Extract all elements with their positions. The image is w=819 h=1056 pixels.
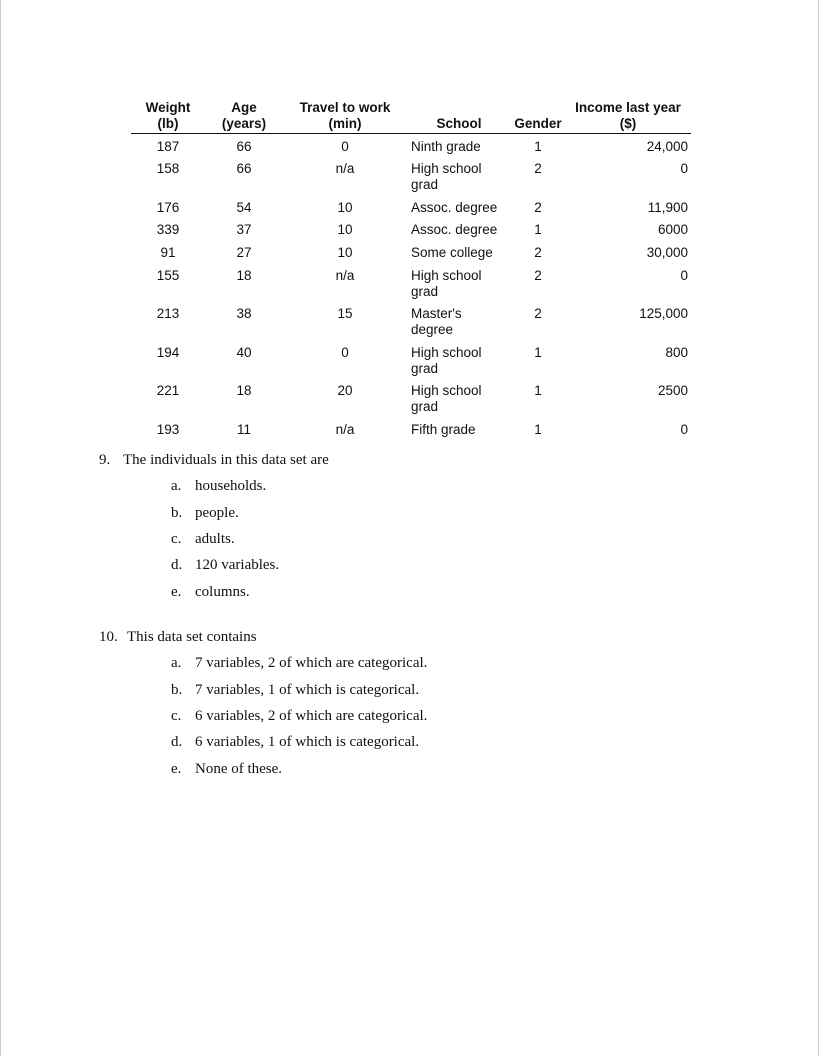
cell-weight: 221	[156, 383, 180, 398]
option-letter: c.	[171, 531, 182, 547]
option-text: 7 variables, 1 of which is categorical.	[195, 682, 420, 698]
option-text: None of these.	[195, 761, 283, 777]
cell-age: 37	[236, 222, 252, 237]
option-letter: a.	[171, 478, 182, 494]
header-rule	[131, 133, 691, 134]
cell-age: 40	[236, 345, 252, 360]
cell-travel: 0	[341, 139, 349, 154]
option-letter: a.	[171, 655, 182, 671]
header-age	[222, 100, 266, 132]
cell-gender: 2	[534, 268, 542, 283]
cell-income: 800	[665, 345, 688, 360]
header-travel	[300, 100, 391, 132]
option-letter: b.	[171, 682, 183, 698]
header-weight-line2: (lb)	[157, 116, 179, 131]
option-text: 6 variables, 1 of which is categorical.	[195, 734, 420, 750]
header-gender: Gender	[514, 116, 562, 131]
cell-weight: 339	[156, 222, 180, 237]
header-weight-line1: Weight	[145, 100, 191, 115]
cell-age: 66	[236, 139, 252, 154]
cell-gender: 1	[534, 345, 542, 360]
option-text: columns.	[195, 584, 250, 600]
cell-travel: 10	[337, 200, 353, 215]
cell-gender: 1	[534, 139, 542, 154]
cell-school: Assoc. degree	[411, 200, 498, 215]
option-text: 120 variables.	[195, 557, 280, 573]
question-text: The individuals in this data set are	[123, 452, 329, 468]
cell-gender: 2	[534, 200, 542, 215]
header-age-line2: (years)	[221, 116, 267, 131]
option-text: households.	[195, 478, 267, 494]
cell-age: 27	[236, 245, 252, 260]
cell-travel: 10	[337, 245, 353, 260]
header-income	[575, 100, 681, 132]
cell-income: 0	[680, 422, 688, 437]
cell-school: Fifth grade	[411, 422, 476, 437]
cell-travel: 10	[337, 222, 353, 237]
cell-age: 54	[236, 200, 252, 215]
header-income-line2: ($)	[619, 116, 637, 131]
cell-school: High school grad	[411, 345, 482, 376]
cell-age: 18	[236, 268, 252, 283]
cell-travel: n/a	[335, 161, 355, 176]
cell-school: Master's degree	[411, 306, 462, 337]
question-text: This data set contains	[127, 629, 257, 645]
cell-income: 125,000	[639, 306, 688, 321]
cell-travel: n/a	[335, 422, 355, 437]
cell-weight: 213	[156, 306, 180, 321]
option-text: 6 variables, 2 of which are categorical.	[195, 708, 428, 724]
cell-income: 11,900	[647, 200, 688, 215]
cell-income: 24,000	[646, 139, 688, 154]
header-income-line1: Income last year	[575, 100, 681, 115]
option-letter: e.	[171, 584, 182, 600]
cell-weight: 155	[156, 268, 180, 283]
cell-age: 38	[236, 306, 252, 321]
cell-weight: 176	[156, 200, 180, 215]
cell-weight: 193	[156, 422, 180, 437]
option-text: people.	[195, 505, 239, 521]
cell-income: 0	[680, 268, 688, 283]
header-age-line1: Age	[231, 100, 257, 115]
cell-age: 66	[236, 161, 252, 176]
header-school: School	[436, 116, 482, 131]
cell-gender: 2	[534, 245, 542, 260]
question-number: 10.	[99, 629, 118, 645]
option-letter: b.	[171, 505, 183, 521]
cell-school: High school grad	[411, 161, 482, 192]
option-letter: d.	[171, 734, 183, 750]
cell-gender: 2	[534, 161, 542, 176]
cell-school: Some college	[411, 245, 493, 260]
option-letter: c.	[171, 708, 182, 724]
cell-school: Ninth grade	[411, 139, 481, 154]
cell-gender: 1	[534, 222, 542, 237]
cell-age: 11	[236, 422, 252, 437]
cell-income: 2500	[657, 383, 688, 398]
cell-travel: 20	[337, 383, 353, 398]
cell-weight: 187	[156, 139, 180, 154]
option-text: adults.	[195, 531, 235, 547]
cell-income: 6000	[657, 222, 688, 237]
cell-travel: 15	[337, 306, 353, 321]
header-weight	[146, 100, 191, 132]
cell-school: High school grad	[411, 383, 482, 414]
cell-school: Assoc. degree	[411, 222, 498, 237]
option-letter: d.	[171, 557, 183, 573]
option-text: 7 variables, 2 of which are categorical.	[195, 655, 428, 671]
question-number: 9.	[99, 452, 111, 468]
cell-travel: 0	[341, 345, 349, 360]
cell-weight: 158	[156, 161, 180, 176]
header-travel-line1: Travel to work	[299, 100, 391, 115]
cell-gender: 1	[534, 383, 542, 398]
header-travel-line2: (min)	[328, 116, 362, 131]
cell-gender: 1	[534, 422, 542, 437]
cell-income: 0	[680, 161, 688, 176]
option-letter: e.	[171, 761, 182, 777]
cell-income: 30,000	[646, 245, 688, 260]
cell-school: High school grad	[411, 268, 482, 299]
cell-weight: 194	[156, 345, 180, 360]
cell-weight: 91	[160, 245, 176, 260]
cell-travel: n/a	[335, 268, 355, 283]
cell-gender: 2	[534, 306, 542, 321]
cell-age: 18	[236, 383, 252, 398]
